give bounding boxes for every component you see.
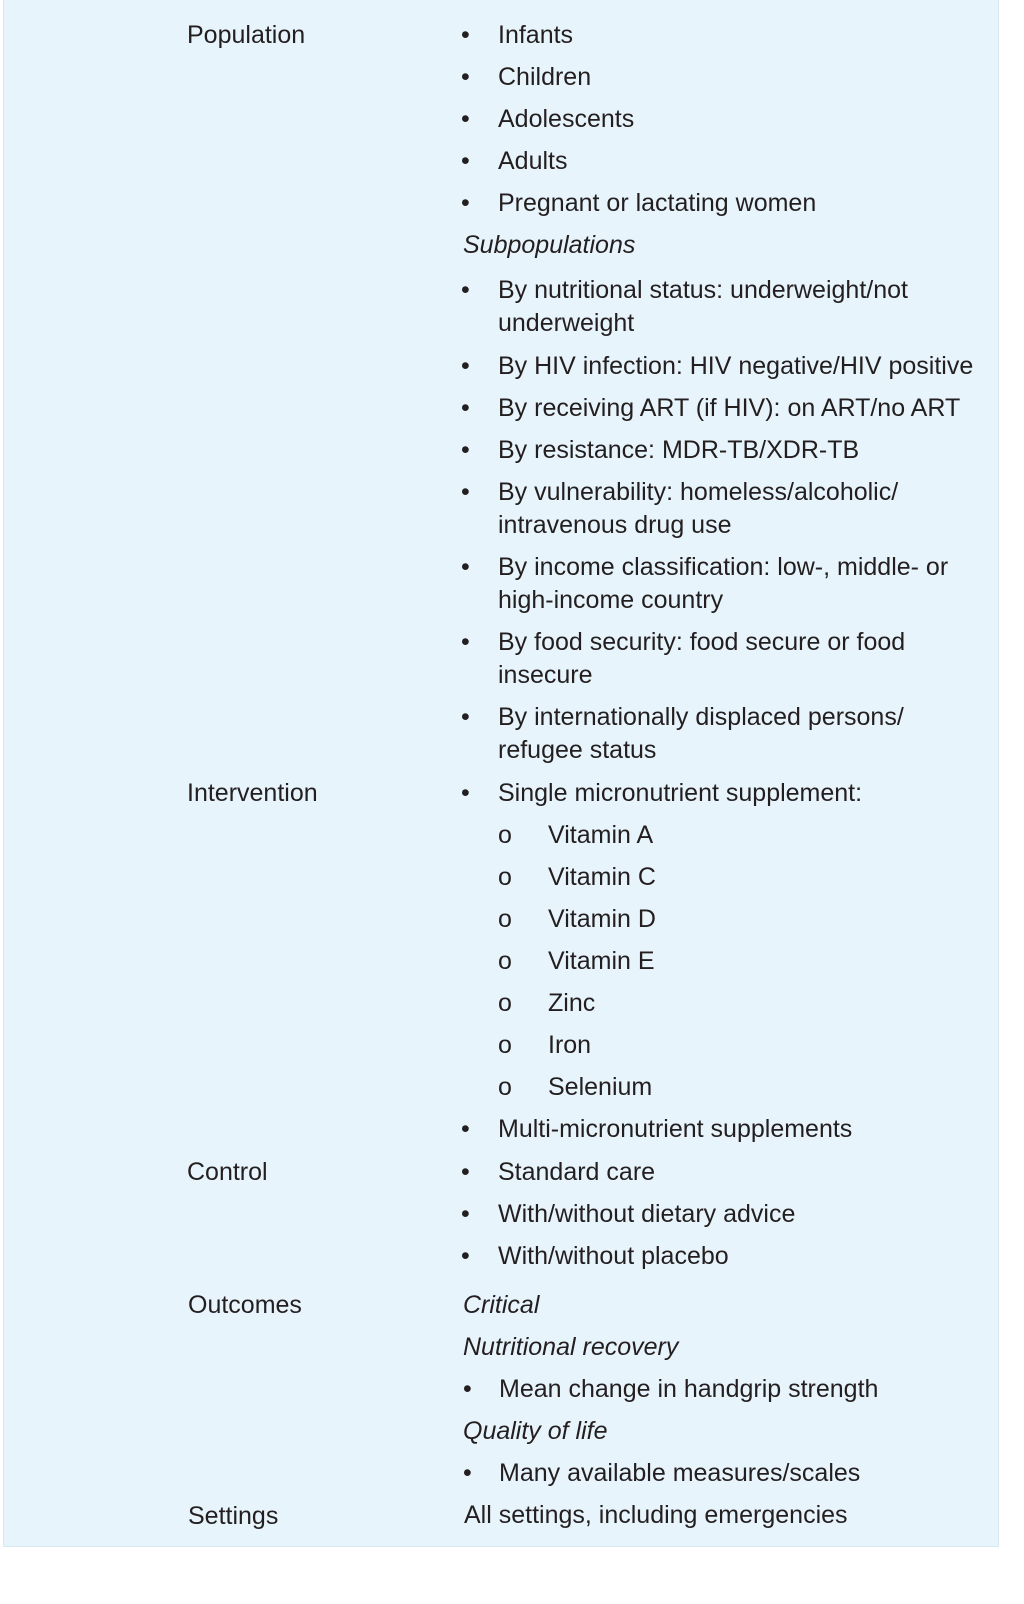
nutrient-label: Iron [548,1031,592,1059]
bullet: • [461,276,470,304]
bullet: • [461,1242,470,1270]
sub-bullet: o [498,863,512,891]
bullet: • [461,63,470,91]
population-item: Children [498,63,592,91]
population-item: Adults [498,147,568,175]
settings-value: All settings, including emergencies [464,1501,848,1529]
sub-bullet: o [498,989,512,1017]
subpopulation-item: By internationally displaced persons/ refugee status [498,703,904,764]
bullet: • [461,1158,470,1186]
critical-heading: Critical [463,1291,540,1319]
outcome-item: Mean change in handgrip strength [499,1375,879,1403]
bullet: • [461,352,470,380]
nutritional-recovery-heading: Nutritional recovery [463,1333,679,1361]
nutrient-label: Vitamin D [548,905,656,933]
settings-label: Settings [188,1502,279,1530]
subpopulation-item: By income classification: low-, middle- or high-income country [498,553,949,614]
bullet: • [461,189,470,217]
population-label: Population [187,21,306,49]
sub-bullet: o [498,905,512,933]
population-item: Adolescents [498,105,635,133]
nutrient-label: Vitamin C [548,863,656,891]
bullet: • [461,1115,470,1143]
bullet: • [463,1459,472,1487]
bullet: • [461,147,470,175]
bullet: • [461,105,470,133]
nutrient-label: Zinc [548,989,596,1017]
subpopulation-item: By HIV infection: HIV negative/HIV positive [498,352,974,380]
bullet: • [461,628,470,656]
picos-table [3,0,999,1547]
sub-bullet: o [498,947,512,975]
bullet: • [461,436,470,464]
sub-bullet: o [498,1031,512,1059]
population-item: Pregnant or lactating women [498,189,817,217]
nutrient-label: Selenium [548,1073,653,1101]
subpopulation-item: By receiving ART (if HIV): on ART/no ART [498,394,961,422]
outcome-item: Many available measures/scales [499,1459,861,1487]
subpopulation-item: By nutritional status: underweight/not underweight [498,276,908,337]
control-item: With/without placebo [498,1242,729,1270]
bullet: • [461,1200,470,1228]
outcomes-label: Outcomes [188,1291,302,1319]
control-item: With/without dietary advice [498,1200,796,1228]
bullet: • [461,394,470,422]
control-item: Standard care [498,1158,656,1186]
sub-bullet: o [498,1073,512,1101]
subpopulation-item: By food security: food secure or food insecure [498,628,906,689]
bullet: • [461,779,470,807]
sub-bullet: o [498,821,512,849]
population-item: Infants [498,21,574,49]
subpopulations-heading: Subpopulations [463,231,636,259]
subpopulation-item: By resistance: MDR-TB/XDR-TB [498,436,860,464]
subpopulation-item: By vulnerability: homeless/alcoholic/ intravenous drug use [498,478,899,539]
quality-of-life-heading: Quality of life [463,1417,608,1445]
intervention-label: Intervention [187,779,318,807]
nutrient-label: Vitamin A [548,821,654,849]
nutrient-label: Vitamin E [548,947,655,975]
bullet: • [461,478,470,506]
bullet: • [461,703,470,731]
bullet: • [463,1375,472,1403]
control-label: Control [187,1158,268,1186]
intervention-item: Multi-micronutrient supplements [498,1115,853,1143]
bullet: • [461,553,470,581]
bullet: • [461,21,470,49]
intervention-item: Single micronutrient supplement: [498,779,863,807]
